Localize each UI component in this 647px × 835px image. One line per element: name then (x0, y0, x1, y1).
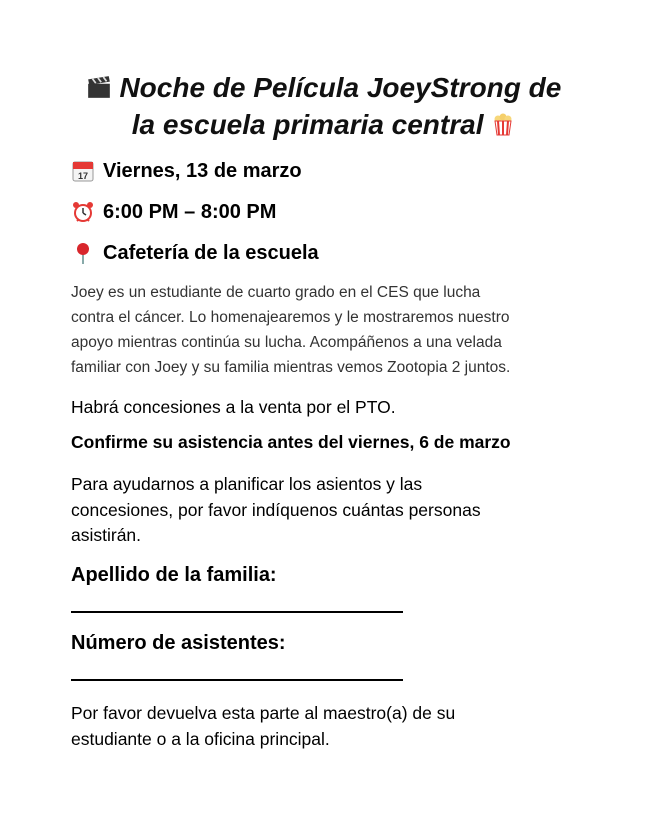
description-line: Joey es un estudiante de cuarto grado en el CES que lucha (71, 284, 481, 301)
rsvp-heading: Confirme su asistencia antes del viernes, 6 de marzo (71, 432, 511, 452)
event-time (71, 200, 276, 224)
rsvp-paragraph (71, 472, 481, 549)
alarm-clock-icon (71, 200, 95, 224)
svg-text:17: 17 (77, 171, 89, 181)
rsvp-line: Para ayudarnos a planificar los asientos y las (71, 474, 423, 494)
pin-icon (71, 241, 95, 265)
rsvp-line: concesiones, por favor indíquenos cuántas personas (71, 499, 481, 520)
event-date-text: Viernes, 13 de marzo (103, 160, 302, 182)
return-note (71, 700, 455, 752)
attendees-label: Número de asistentes: (71, 632, 286, 654)
return-note-line: estudiante o a la oficina principal. (71, 729, 330, 749)
family-name-label: Apellido de la familia: (71, 564, 277, 586)
event-location (71, 241, 319, 265)
description-paragraph (71, 280, 510, 380)
event-time-text: 6:00 PM – 8:00 PM (103, 201, 277, 223)
title-line-2: la escuela primaria central (131, 109, 484, 140)
event-location-text: Cafetería de la escuela (103, 242, 319, 264)
title-line-1: Noche de Película JoeyStrong de (119, 72, 562, 103)
description-line: apoyo mientras continúa su lucha. Acompáñenos a una velada (71, 334, 502, 351)
description-line: familiar con Joey y su familia mientras vemos Zootopia 2 juntos. (71, 359, 511, 376)
page-title (0, 69, 647, 143)
event-date (71, 159, 302, 183)
rsvp-line: asistirán. (71, 525, 142, 545)
concessions-text: Habrá concesiones a la venta por el PTO. (71, 397, 396, 417)
calendar-icon (71, 159, 95, 183)
description-line: contra el cáncer. Lo homenajearemos y le mostraremos nuestro (71, 309, 510, 326)
attendees-field[interactable] (71, 679, 403, 681)
family-name-field[interactable] (71, 611, 403, 613)
popcorn-icon (491, 111, 515, 137)
clapper-board-icon (86, 74, 112, 100)
return-note-line: Por favor devuelva esta parte al maestro(a) de su (71, 703, 456, 723)
